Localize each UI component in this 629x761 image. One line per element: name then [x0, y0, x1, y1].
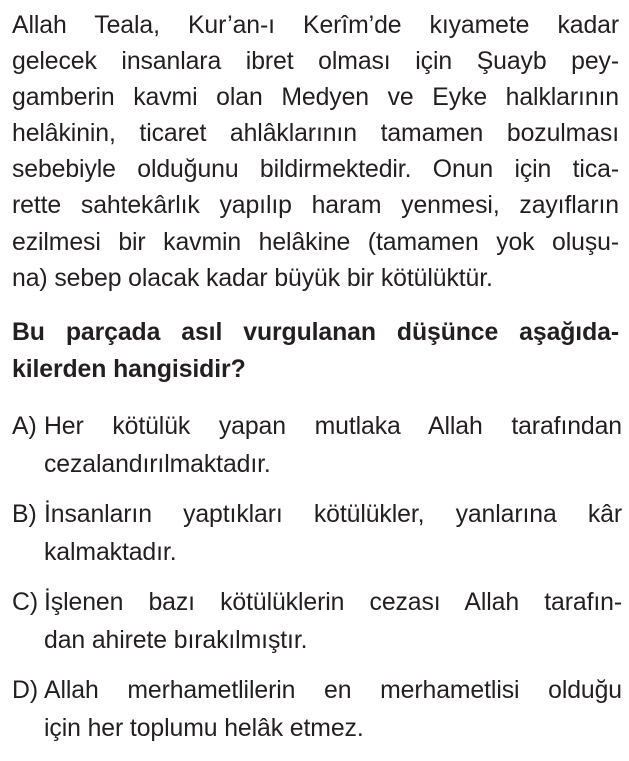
option-letter: B) [12, 500, 37, 528]
passage-line: na) sebep olacak kadar büyük bir kötülüktür. [12, 264, 493, 292]
passage-line: ezilmesi bir kavmin helâkine (tamamen yok oluşu- [12, 228, 619, 256]
passage-line: sebebiyle olduğunu bildirmektedir. Onun için tica- [12, 156, 619, 184]
option-text [44, 496, 622, 572]
option-c[interactable] [12, 584, 622, 660]
option-text [44, 672, 622, 748]
option-d[interactable] [12, 672, 622, 748]
answer-options [12, 408, 621, 748]
option-text [44, 584, 622, 660]
question-line: Bu parçada asıl vurgulanan düşünce aşağıda- [12, 318, 619, 346]
passage-line: gelecek insanlara ibret olması için Şuayb pey- [12, 48, 619, 76]
option-line: İşlenen bazı kötülüklerin cezası Allah tarafın- [44, 588, 622, 616]
passage-line: gamberin kavmi olan Medyen ve Eyke halklarının [12, 84, 619, 112]
option-line: İnsanların yaptıkları kötülükler, yanlarına kâr [44, 500, 622, 528]
option-line: kalmaktadır. [44, 538, 177, 566]
option-line: için her toplumu helâk etmez. [44, 714, 364, 742]
question-line: kilerden hangisidir? [12, 355, 246, 383]
passage-line: helâkinin, ticaret ahlâklarının tamamen bozulması [12, 120, 619, 148]
option-line: Allah merhametlilerin en merhametlisi olduğu [44, 676, 622, 704]
passage-text [12, 8, 619, 297]
option-letter: A) [12, 412, 37, 440]
passage-line: rette sahtekârlık yapılıp haram yenmesi, zayıfların [12, 192, 619, 220]
option-a[interactable] [12, 408, 622, 484]
option-line: dan ahirete bırakılmıştır. [44, 626, 308, 654]
option-letter: D) [12, 676, 39, 704]
option-b[interactable] [12, 496, 622, 572]
question-stem [12, 314, 619, 388]
option-text [44, 408, 622, 484]
option-line: cezalandırılmaktadır. [44, 450, 271, 478]
passage-line: Allah Teala, Kur’an-ı Kerîm’de kıyamete kadar [12, 12, 619, 39]
option-line: Her kötülük yapan mutlaka Allah tarafından [44, 412, 622, 440]
option-letter: C) [12, 588, 39, 616]
